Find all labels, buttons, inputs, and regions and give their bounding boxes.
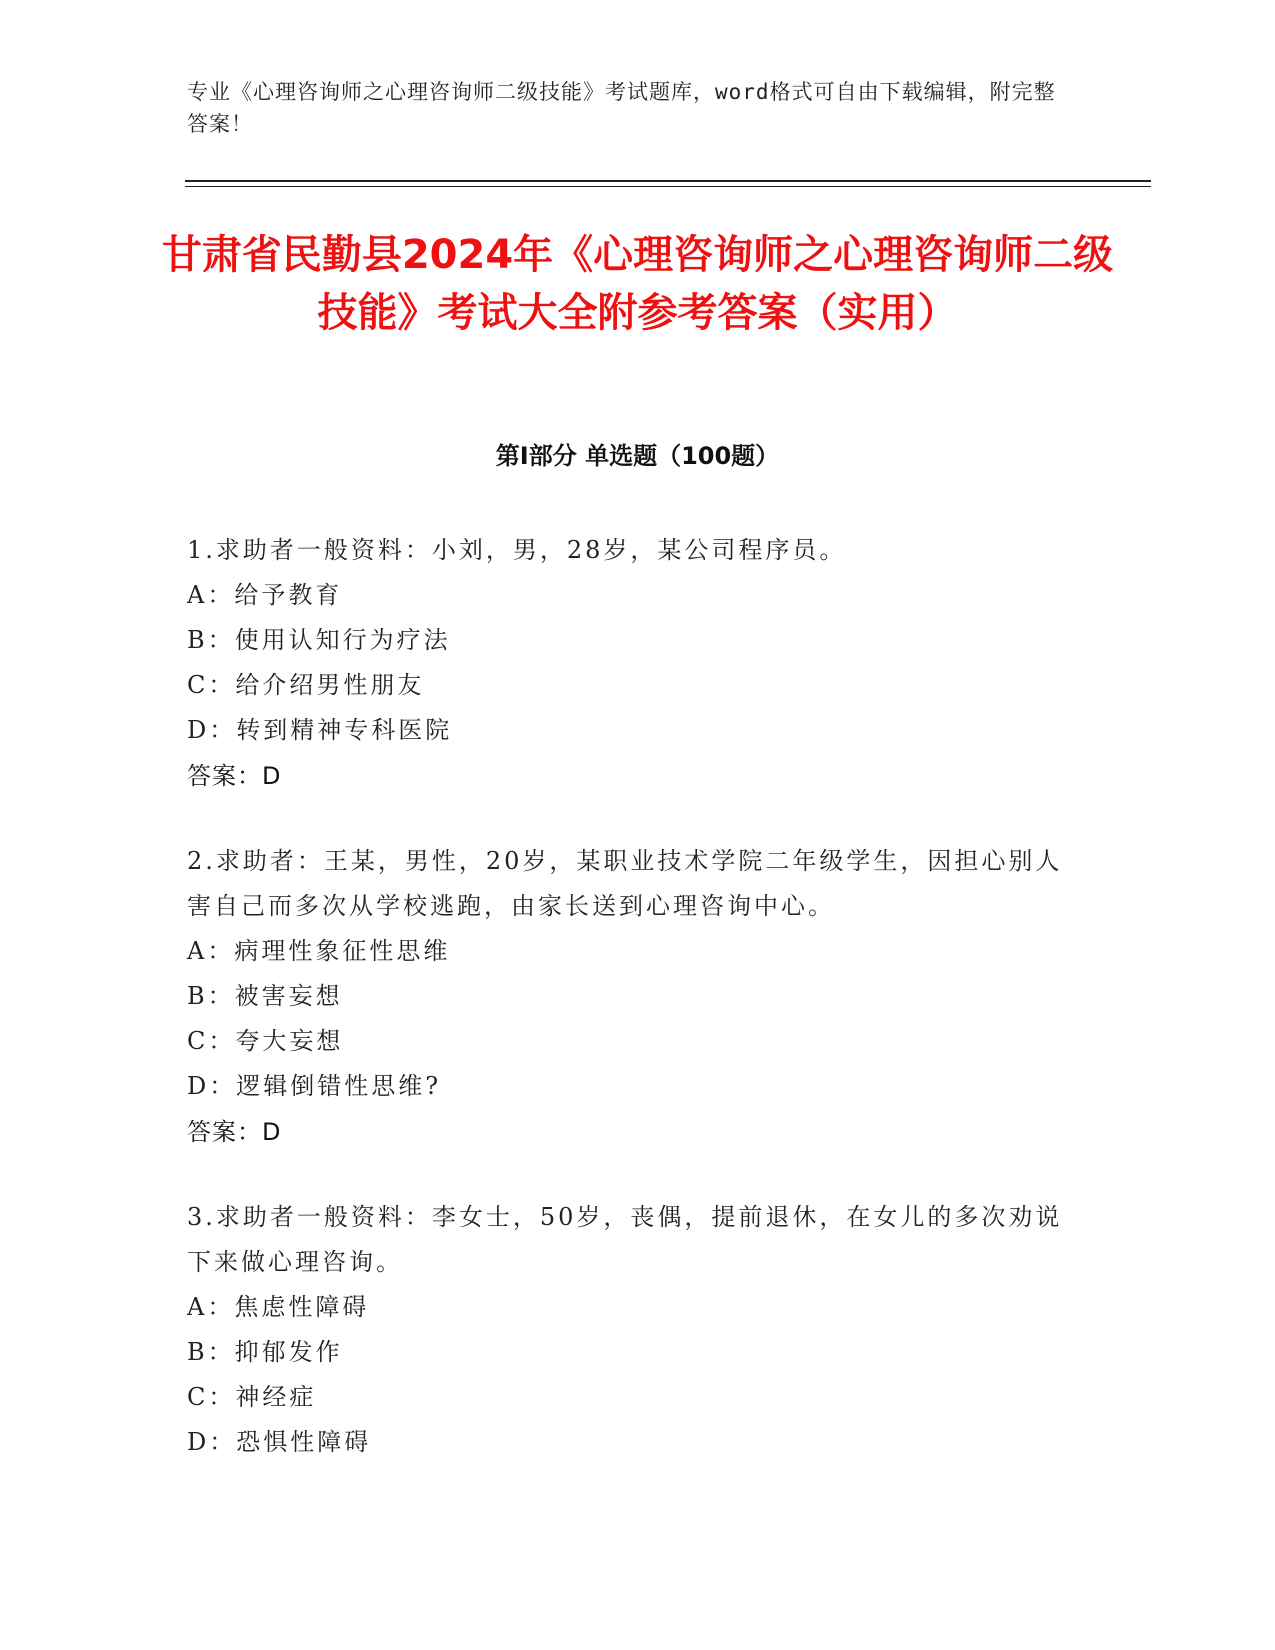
- option-a: A：病理性象征性思维: [187, 937, 451, 965]
- question-stem: 1.求助者一般资料：小刘，男，28岁，某公司程序员。: [187, 536, 847, 564]
- question-3: [187, 1195, 1067, 1465]
- option-d: D：转到精神专科医院: [187, 716, 453, 744]
- option-b: B：使用认知行为疗法: [187, 626, 451, 654]
- option-c: C：神经症: [187, 1383, 317, 1411]
- document-title: 甘肃省民勤县2024年《心理咨询师之心理咨询师二级技能》考试大全附参考答案（实用）: [161, 232, 1114, 336]
- option-c: C：夸大妄想: [187, 1027, 344, 1055]
- question-1: [187, 528, 1067, 799]
- question-stem: 3.求助者一般资料：李女士，50岁，丧偶，提前退休，在女儿的多次劝说下来做心理咨询。: [187, 1203, 1063, 1276]
- option-a: A：给予教育: [187, 581, 343, 609]
- answer: 答案：D: [187, 762, 282, 790]
- question-stem: 2.求助者：王某，男性，20岁，某职业技术学院二年级学生，因担心别人害自己而多次从学校逃跑，由家长送到心理咨询中心。: [187, 847, 1063, 920]
- question-2: [187, 839, 1067, 1155]
- section-heading: 第I部分 单选题（100题）: [495, 442, 780, 470]
- option-b: B：被害妄想: [187, 982, 343, 1010]
- answer: 答案：D: [187, 1118, 282, 1146]
- header-rule-thick: [185, 180, 1151, 182]
- header-note: 专业《心理咨询师之心理咨询师二级技能》考试题库，word格式可自由下载编辑，附完整答案！: [187, 80, 1056, 136]
- option-c: C：给介绍男性朋友: [187, 671, 425, 699]
- header-rule-thin: [185, 186, 1151, 187]
- question-list: [187, 528, 1067, 1505]
- option-b: B：抑郁发作: [187, 1338, 343, 1366]
- option-d: D：恐惧性障碍: [187, 1428, 372, 1456]
- option-a: A：焦虑性障碍: [187, 1293, 370, 1321]
- option-d: D：逻辑倒错性思维?: [187, 1072, 442, 1100]
